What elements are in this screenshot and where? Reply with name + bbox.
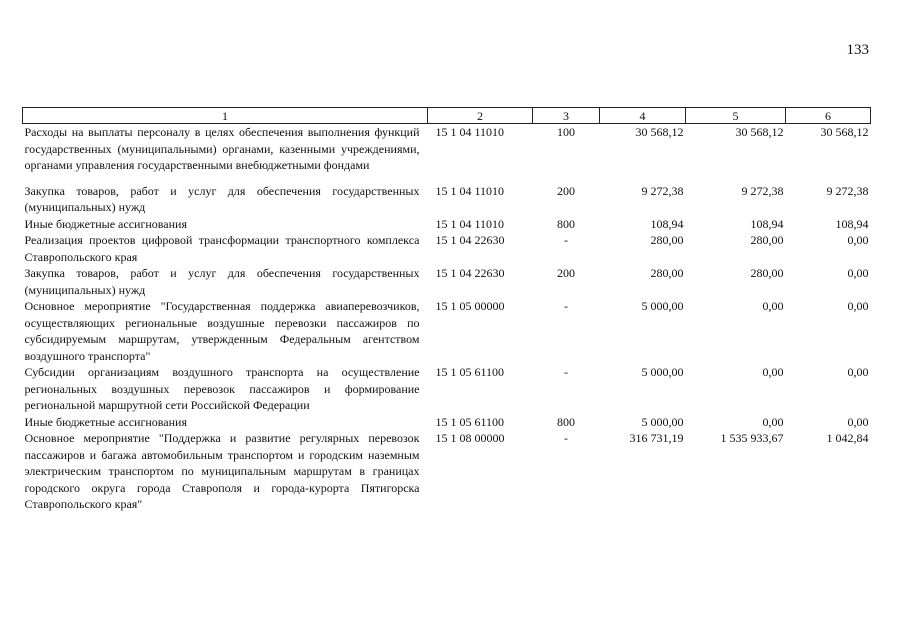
row-value-4: 5 000,00 xyxy=(641,414,684,429)
row-value-6: 1 042,84 xyxy=(826,431,869,445)
row-value-4: 280,00 xyxy=(650,266,684,280)
row-value-4: 30 568,12 xyxy=(635,125,684,139)
row-expense-type: 200 xyxy=(557,183,575,198)
row-value-4: 108,94 xyxy=(650,216,684,231)
row-value-6: 108,94 xyxy=(835,216,869,231)
row-code: 15 1 04 11010 xyxy=(435,125,505,139)
row-code: 15 1 05 61100 xyxy=(435,414,505,429)
column-header-2: 2 xyxy=(428,108,533,124)
column-header-1: 1 xyxy=(23,108,428,124)
table-row xyxy=(23,298,871,364)
table-row xyxy=(23,265,871,298)
row-value-6: 9 272,38 xyxy=(826,183,869,198)
row-value-6: 0,00 xyxy=(847,266,869,280)
table-row xyxy=(23,232,871,265)
row-value-6: 0,00 xyxy=(847,414,869,429)
row-value-6: 30 568,12 xyxy=(820,125,869,139)
row-description: Закупка товаров, работ и услуг для обеспечения государственных (муниципальных) нужд xyxy=(24,183,420,214)
row-description: Иные бюджетные ассигнования xyxy=(24,216,187,231)
column-header-5: 5 xyxy=(686,108,786,124)
row-description: Иные бюджетные ассигнования xyxy=(24,414,187,429)
row-code: 15 1 05 61100 xyxy=(435,365,505,379)
table-row xyxy=(23,124,871,183)
row-value-6: 0,00 xyxy=(847,233,869,247)
row-description: Основное мероприятие "Государственная поддержка авиаперевозчиков, осуществляющих региональные воздушные перевозки пассажиров по субсидируемым маршрутам, утвержденным Федеральным агентством воздушного транспорта" xyxy=(24,299,420,363)
row-value-5: 30 568,12 xyxy=(735,125,784,139)
column-header-4: 4 xyxy=(600,108,686,124)
row-expense-type: - xyxy=(564,299,568,313)
row-value-4: 5 000,00 xyxy=(641,365,684,379)
row-expense-type: 200 xyxy=(557,266,575,280)
row-value-6: 0,00 xyxy=(847,365,869,379)
table-row xyxy=(23,364,871,414)
row-code: 15 1 05 00000 xyxy=(435,299,505,313)
row-value-4: 5 000,00 xyxy=(641,299,684,313)
row-description: Субсидии организациям воздушного транспорта на осуществление региональных воздушных перевозок пассажиров и формирование региональной маршрутной сети Российской Федерации xyxy=(24,365,420,412)
row-value-5: 108,94 xyxy=(750,216,784,231)
page-number: 133 xyxy=(846,42,869,58)
row-expense-type: - xyxy=(564,233,568,247)
row-value-6: 0,00 xyxy=(847,299,869,313)
row-expense-type: - xyxy=(564,431,568,445)
row-value-5: 1 535 933,67 xyxy=(720,431,784,445)
row-description: Основное мероприятие "Поддержка и развитие регулярных перевозок пассажиров и багажа автомобильным транспортом и городским наземным электрическим транспортом по муниципальным маршрутам в границах городского округа города Ставрополя и города-курорта Пятигорска Ставропольского края" xyxy=(24,431,420,511)
row-value-4: 316 731,19 xyxy=(629,431,684,445)
row-code: 15 1 04 11010 xyxy=(435,216,505,231)
row-value-5: 280,00 xyxy=(750,233,784,247)
row-expense-type: - xyxy=(564,365,568,379)
row-expense-type: 800 xyxy=(557,414,575,429)
column-header-3: 3 xyxy=(533,108,600,124)
column-header-6: 6 xyxy=(786,108,871,124)
table-row xyxy=(23,430,871,513)
row-code: 15 1 08 00000 xyxy=(435,431,505,445)
row-expense-type: 800 xyxy=(557,216,575,231)
table-row xyxy=(23,183,871,216)
budget-table xyxy=(22,107,871,513)
row-value-5: 9 272,38 xyxy=(741,183,784,198)
row-description: Закупка товаров, работ и услуг для обеспечения государственных (муниципальных) нужд xyxy=(24,266,420,297)
row-code: 15 1 04 22630 xyxy=(435,266,505,280)
row-value-4: 280,00 xyxy=(650,233,684,247)
row-description: Расходы на выплаты персоналу в целях обеспечения выполнения функций государственных (муниципальными) органами, казенными учреждениями, органами управления государственными внебюджетными фондами xyxy=(24,125,420,172)
table-header-row xyxy=(23,108,871,124)
row-code: 15 1 04 11010 xyxy=(435,183,505,198)
table-row xyxy=(23,414,871,431)
row-expense-type: 100 xyxy=(557,125,575,139)
row-code: 15 1 04 22630 xyxy=(435,233,505,247)
row-description: Реализация проектов цифровой трансформации транспортного комплекса Ставропольского края xyxy=(24,233,420,264)
row-value-5: 0,00 xyxy=(762,414,784,429)
row-value-5: 0,00 xyxy=(762,365,784,379)
row-value-4: 9 272,38 xyxy=(641,183,684,198)
row-value-5: 0,00 xyxy=(762,299,784,313)
table-row xyxy=(23,216,871,233)
row-value-5: 280,00 xyxy=(750,266,784,280)
